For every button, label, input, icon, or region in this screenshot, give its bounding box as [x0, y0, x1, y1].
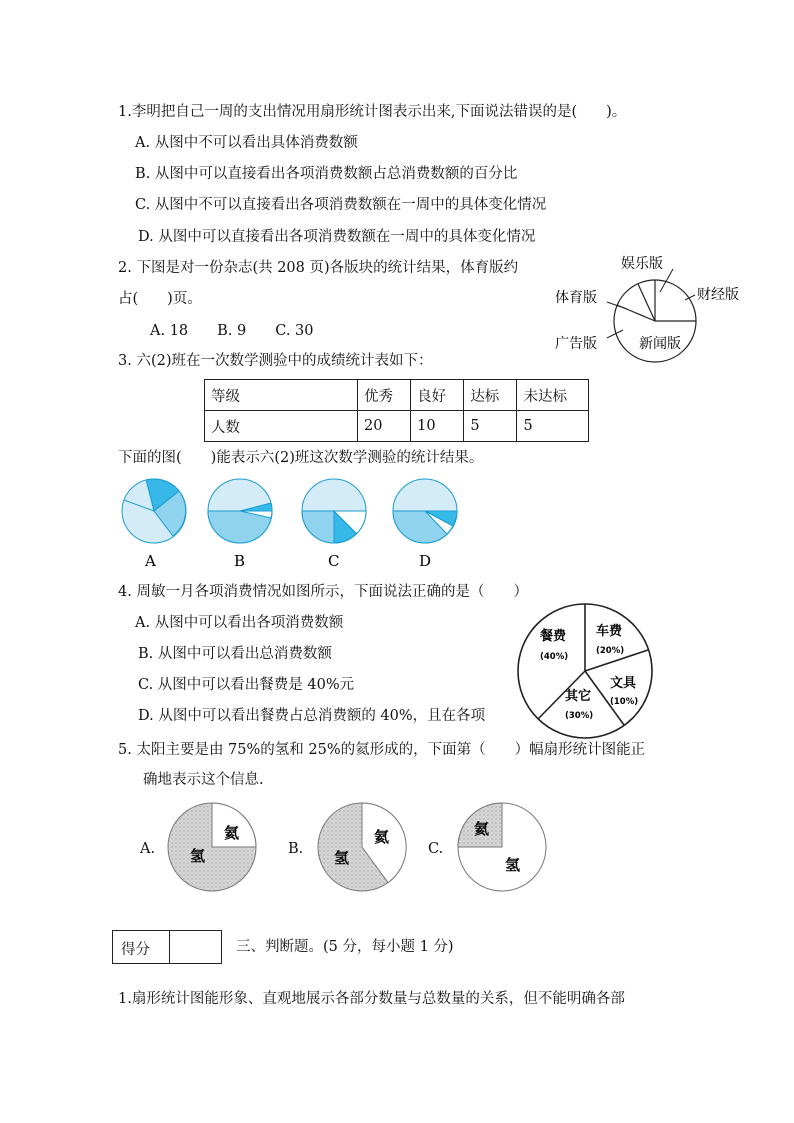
table-cell: 5: [464, 411, 517, 442]
q1-option-d: D. 从图中可以直接看出各项消费数额在一周中的具体变化情况: [138, 229, 536, 245]
q5-pie-c-helium-label: 氦: [474, 820, 490, 838]
q5-pie-b-helium-label: 氦: [374, 828, 390, 846]
q4-option-d: D. 从图中可以看出餐费占总消费额的 40%，且在各项: [138, 708, 486, 724]
table-header-cell: 未达标: [517, 380, 589, 411]
pie-c-slice-mid: [302, 511, 334, 543]
q3-question: 下面的图( )能表示六(2)班这次数学测验的统计结果。: [118, 450, 484, 466]
q2-label-news: 新闻版: [639, 336, 681, 352]
q4-pct-other: (30%): [565, 711, 594, 721]
q4-option-a: A. 从图中可以看出各项消费数额: [135, 615, 344, 631]
q2-label-entertainment: 娱乐版: [621, 256, 663, 272]
score-box: [112, 930, 222, 964]
section-title: 三、判断题。(5 分，每小题 1 分): [236, 939, 454, 955]
q4-option-c: C. 从图中可以看出餐费是 40%元: [138, 677, 355, 693]
q2-label-sports: 体育版: [555, 290, 597, 306]
q1-stem: 1.李明把自己一周的支出情况用扇形统计图表示出来,下面说法错误的是( )。: [118, 104, 627, 120]
q5-choice-c: C.: [428, 841, 444, 857]
q4-expense-pie: [516, 601, 656, 741]
q3-pie-choices: [118, 478, 478, 573]
q5-pie-b-hydrogen-label: 氢: [334, 849, 350, 867]
q4-label-stationery: 文具: [610, 676, 637, 691]
q4-label-other: 其它: [565, 689, 592, 704]
table-row: [205, 411, 589, 442]
table-row: [205, 380, 589, 411]
q5-pie-c-hydrogen-label: 氢: [505, 856, 521, 874]
q4-label-fare: 车费: [596, 624, 623, 639]
table-cell: 人数: [205, 411, 358, 442]
q4-option-b: B. 从图中可以看出总消费数额: [138, 646, 332, 662]
q1-option-b: B. 从图中可以直接看出各项消费数额占总消费数额的百分比: [135, 166, 518, 182]
q1-option-a: A. 从图中不可以看出具体消费数额: [135, 135, 358, 151]
pie-d-label: D: [419, 552, 432, 570]
table-header-cell: 优秀: [358, 380, 411, 411]
q4-pct-fare: (20%): [596, 646, 625, 656]
q5-choice-b: B.: [288, 841, 304, 857]
q4-label-meals: 餐费: [540, 629, 567, 644]
table-header-cell: 达标: [464, 380, 517, 411]
q2-stem-line1: 2. 下图是对一份杂志(共 208 页)各版块的统计结果，体育版约: [118, 260, 519, 276]
pie-a-label: A: [145, 552, 156, 570]
q5-pie-a-helium-label: 氦: [224, 824, 240, 842]
table-cell: 20: [358, 411, 411, 442]
q4-pct-meals: (40%): [540, 652, 569, 662]
pie-c-label: C: [328, 552, 340, 570]
table-cell: 5: [517, 411, 589, 442]
judgement-1: 1.扇形统计图能形象、直观地展示各部分数量与总数量的关系，但不能明确各部: [118, 991, 625, 1007]
q5-pie-choices: [135, 798, 575, 898]
q2-label-ads: 广告版: [555, 336, 597, 352]
table-header-cell: 良好: [411, 380, 464, 411]
pie-b-label: B: [234, 552, 246, 570]
q2-label-finance: 财经版: [697, 287, 739, 303]
q5-choice-a: A.: [140, 841, 156, 857]
score-label: 得分: [121, 942, 150, 958]
q3-score-table: [204, 379, 589, 442]
q4-stem: 4. 周敏一月各项消费情况如图所示，下面说法正确的是（ ）: [118, 584, 528, 600]
q5-stem-line1: 5. 太阳主要是由 75%的氢和 25%的氦形成的，下面第（ ）幅扇形统计图能正: [118, 742, 646, 758]
q2-options: A. 18 B. 9 C. 30: [150, 323, 314, 339]
q5-stem-line2: 确地表示这个信息.: [143, 772, 264, 788]
q4-pct-stationery: (10%): [610, 697, 639, 707]
table-cell: 10: [411, 411, 464, 442]
q1-option-c: C. 从图中不可以直接看出各项消费数额在一周中的具体变化情况: [135, 197, 547, 213]
score-divider: [169, 931, 170, 963]
q2-pie-chart: [545, 250, 785, 370]
q3-stem: 3. 六(2)班在一次数学测验中的成绩统计表如下：: [118, 353, 433, 369]
q5-pie-a-hydrogen-label: 氢: [190, 847, 206, 865]
table-header-cell: 等级: [205, 380, 358, 411]
q2-stem-line2: 占( )页。: [118, 291, 202, 307]
